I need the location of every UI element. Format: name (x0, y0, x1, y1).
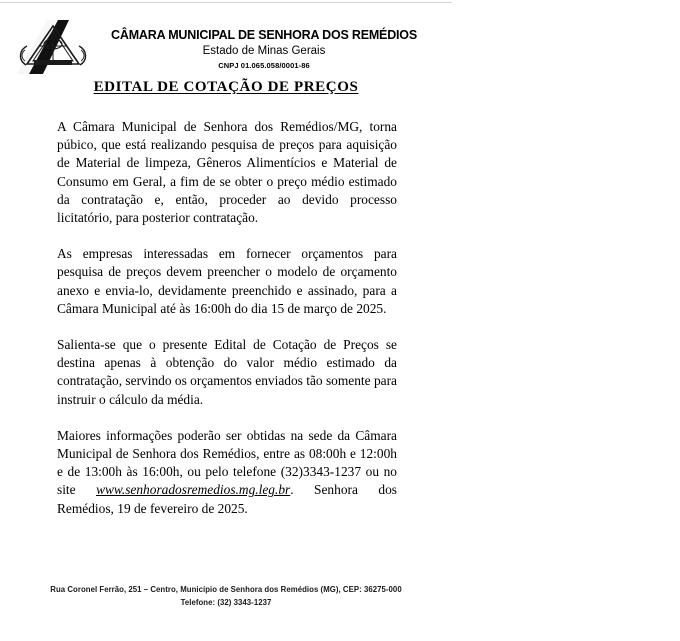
paragraph-text-before-link: Maiores informações poderão ser obtidas na sede da Câmara Municipal de Senhora dos Remédios, entre as 08:00h e 12:00h e de 13:00h às 16:00h, ou pelo telefone (32)3343-1237 ou no site (57, 427, 397, 498)
organization-cnpj: CNPJ 01.065.058/0001-86 (218, 61, 310, 70)
body-paragraph-with-link (57, 427, 397, 518)
body-paragraph: A Câmara Municipal de Senhora dos Remédios/MG, torna púbico, que está realizando pesquisa de preços para aquisição de Material de limpeza, Gêneros Alimentícios e Material de Consumo em Geral, a fim de se obter o preço médio estimado da contratação e, então, proceder ao devido processo licitatório, para posterior contratação. (57, 119, 397, 226)
page-footer (0, 583, 452, 609)
letterhead-text-block (88, 28, 440, 71)
body-paragraph: Salienta-se que o presente Edital de Cotação de Preços se destina apenas à obtenção do valor médio estimado da contratação, servindo os orçamentos enviados tão somente para instruir o cálculo da média. (57, 337, 397, 407)
coat-of-arms-icon (17, 20, 89, 74)
document-title-container (0, 78, 452, 96)
letterhead (0, 18, 452, 76)
organization-name: CÂMARA MUNICIPAL DE SENHORA DOS REMÉDIOS (111, 28, 417, 42)
page-title: EDITAL DE COTAÇÃO DE PREÇOS (93, 79, 359, 95)
document-body (57, 118, 397, 518)
paragraph-text-after-link: . Senhora dos Remédios, 19 de fevereiro de 2025. (57, 482, 397, 516)
website-link[interactable]: www.senhoradosremedios.mg.leg.br (96, 482, 291, 498)
organization-state: Estado de Minas Gerais (202, 45, 326, 57)
footer-address: Rua Coronel Ferrão, 251 – Centro, Município de Senhora dos Remédios (MG), CEP: 36275-000 (50, 585, 402, 594)
body-paragraph: As empresas interessadas em fornecer orçamentos para pesquisa de preços devem preencher o modelo de orçamento anexo e envia-lo, devidamente preenchido e assinado, para a Câmara Municipal até às 16:00h do dia 15 de março de 2025. (57, 246, 397, 316)
footer-phone: Telefone: (32) 3343-1237 (180, 598, 272, 607)
